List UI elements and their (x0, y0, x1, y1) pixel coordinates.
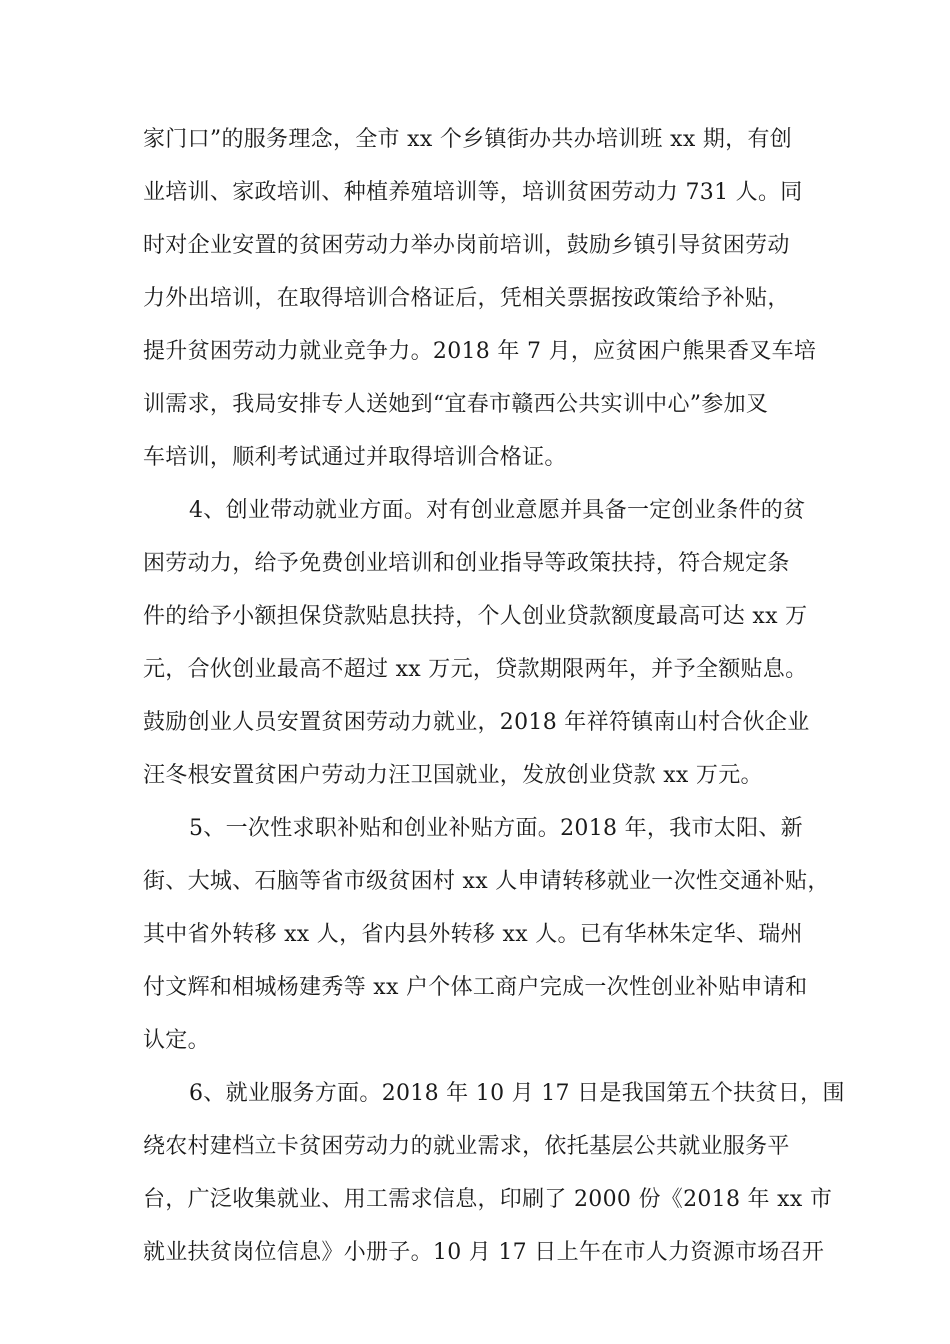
text-line: 困劳动力，给予免费创业培训和创业指导等政策扶持，符合规定条 (143, 551, 790, 576)
text-line: 鼓励创业人员安置贫困劳动力就业，2018 年祥符镇南山村合伙企业 (143, 710, 810, 735)
text-line: 训需求，我局安排专人送她到“宜春市赣西公共实训中心”参加叉 (143, 392, 769, 417)
text-line: 提升贫困劳动力就业竞争力。2018 年 7 月，应贫困户熊果香叉车培 (143, 339, 817, 364)
text-line: 件的给予小额担保贷款贴息扶持，个人创业贷款额度最高可达 xx 万 (143, 604, 808, 629)
text-line: 力外出培训，在取得培训合格证后，凭相关票据按政策给予补贴， (143, 286, 790, 311)
text-line: 车培训，顺利考试通过并取得培训合格证。 (143, 445, 567, 470)
text-line: 认定。 (143, 1028, 210, 1053)
text-line: 绕农村建档立卡贫困劳动力的就业需求，依托基层公共就业服务平 (143, 1134, 790, 1159)
text-line: 街、大城、石脑等省市级贫困村 xx 人申请转移就业一次性交通补贴， (143, 869, 830, 894)
text-line: 家门口”的服务理念，全市 xx 个乡镇街办共办培训班 xx 期，有创 (143, 127, 793, 152)
text-line: 时对企业安置的贫困劳动力举办岗前培训，鼓励乡镇引导贫困劳动 (143, 233, 790, 258)
paragraph-6-heading-line: 6、就业服务方面。2018 年 10 月 17 日是我国第五个扶贫日，围 (189, 1081, 845, 1106)
text-line: 业培训、家政培训、种植养殖培训等，培训贫困劳动力 731 人。同 (143, 180, 803, 205)
text-line: 元，合伙创业最高不超过 xx 万元，贷款期限两年，并予全额贴息。 (143, 657, 808, 682)
paragraph-5-heading-line: 5、一次性求职补贴和创业补贴方面。2018 年，我市太阳、新 (189, 816, 803, 841)
text-line: 台，广泛收集就业、用工需求信息，印刷了 2000 份《2018 年 xx 市 (143, 1187, 833, 1212)
paragraph-4-heading-line: 4、创业带动就业方面。对有创业意愿并具备一定创业条件的贫 (189, 498, 806, 523)
text-line: 其中省外转移 xx 人，省内县外转移 xx 人。已有华林朱定华、瑞州 (143, 922, 803, 947)
text-line: 付文辉和相城杨建秀等 xx 户个体工商户完成一次性创业补贴申请和 (143, 975, 808, 1000)
text-line: 汪冬根安置贫困户劳动力汪卫国就业，发放创业贷款 xx 万元。 (143, 763, 763, 788)
text-line: 就业扶贫岗位信息》小册子。10 月 17 日上午在市人力资源市场召开 (143, 1240, 825, 1265)
